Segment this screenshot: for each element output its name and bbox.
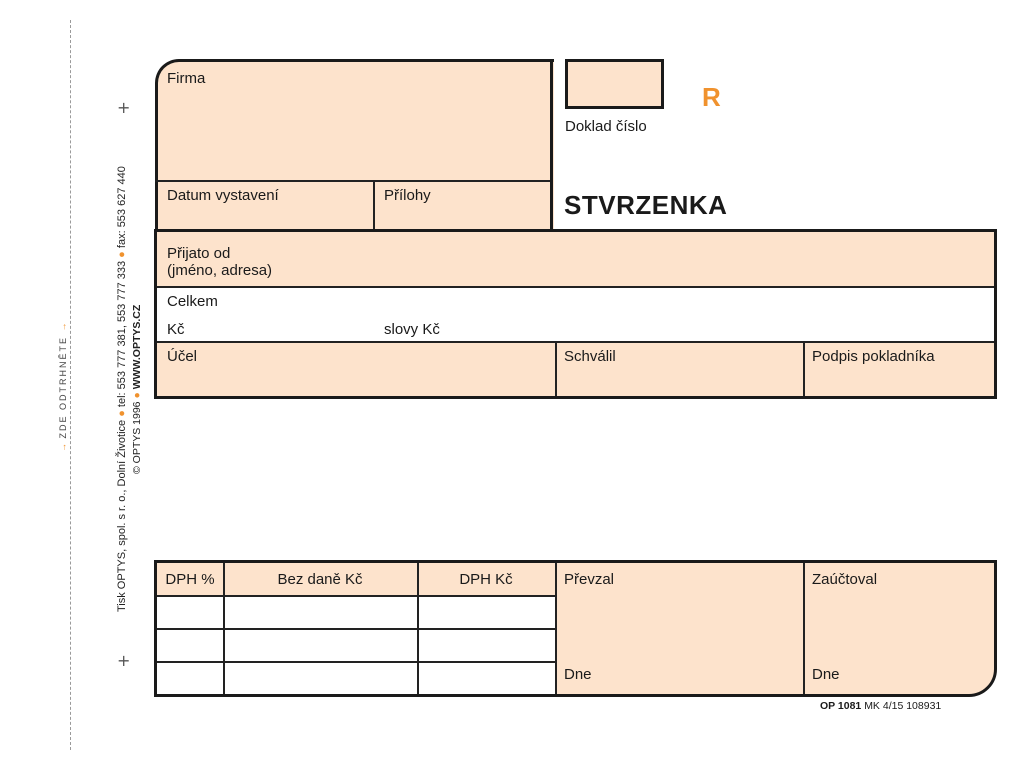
divider <box>157 661 555 663</box>
zauctoval-label: Zaúčtoval <box>812 571 878 588</box>
divider <box>555 342 557 396</box>
main-form <box>154 229 997 399</box>
prilohy-label: Přílohy <box>384 187 431 204</box>
slovy-label: slovy Kč <box>384 321 440 338</box>
celkem-label: Celkem <box>167 293 218 310</box>
vat-entry-area <box>157 596 555 694</box>
firma-box <box>155 59 554 234</box>
bullet-icon: ● <box>116 410 128 417</box>
dne-label: Dne <box>564 666 592 683</box>
divider <box>157 341 994 343</box>
divider <box>803 563 805 694</box>
divider <box>157 286 994 288</box>
header-dph-percent: DPH % <box>165 571 215 588</box>
divider <box>157 595 555 597</box>
firma-label: Firma <box>167 70 206 87</box>
divider <box>550 59 553 231</box>
prijato-label: Přijato od <box>167 245 231 262</box>
header-bez-dane: Bez daně Kč <box>277 571 363 588</box>
registration-mark-bottom: + <box>117 651 131 670</box>
printer-imprint: Tisk OPTYS, spol. s r. o., Dolní Životice ● tel: 553 777 381, 553 777 333 ● fax: 553 627 440 <box>116 166 128 612</box>
form-title: STVRZENKA <box>564 190 728 220</box>
schvalil-label: Schválil <box>564 348 616 365</box>
divider <box>803 342 805 396</box>
vat-table <box>154 560 997 697</box>
divider <box>155 180 551 182</box>
dne-label: Dne <box>812 666 840 683</box>
cut-here-label: → ZDE ODTRHNĚTE → <box>58 322 68 452</box>
registration-mark-top: + <box>117 98 131 117</box>
bullet-icon: ● <box>131 392 143 399</box>
arrow-icon: → <box>58 443 68 452</box>
arrow-icon: → <box>58 322 68 332</box>
kc-label: Kč <box>167 321 185 338</box>
datum-label: Datum vystavení <box>167 187 279 204</box>
prijato-sublabel: (jméno, adresa) <box>167 262 273 279</box>
form-code: OP 1081 MK 4/15 108931 <box>820 700 942 712</box>
series-letter: R <box>702 82 721 112</box>
cut-line <box>70 20 71 750</box>
bullet-icon: ● <box>116 251 128 258</box>
divider <box>157 628 555 630</box>
doklad-number-field[interactable] <box>565 59 664 109</box>
prevzal-label: Převzal <box>564 571 615 588</box>
copyright-imprint: © OPTYS 1996 ● WWW.OPTYS.CZ <box>131 304 143 474</box>
podpis-label: Podpis pokladníka <box>812 348 935 365</box>
doklad-label: Doklad číslo <box>565 118 647 135</box>
divider <box>373 180 375 231</box>
celkem-row <box>157 287 994 342</box>
divider <box>555 563 557 694</box>
ucel-label: Účel <box>167 348 198 365</box>
header-dph-kc: DPH Kč <box>459 571 513 588</box>
